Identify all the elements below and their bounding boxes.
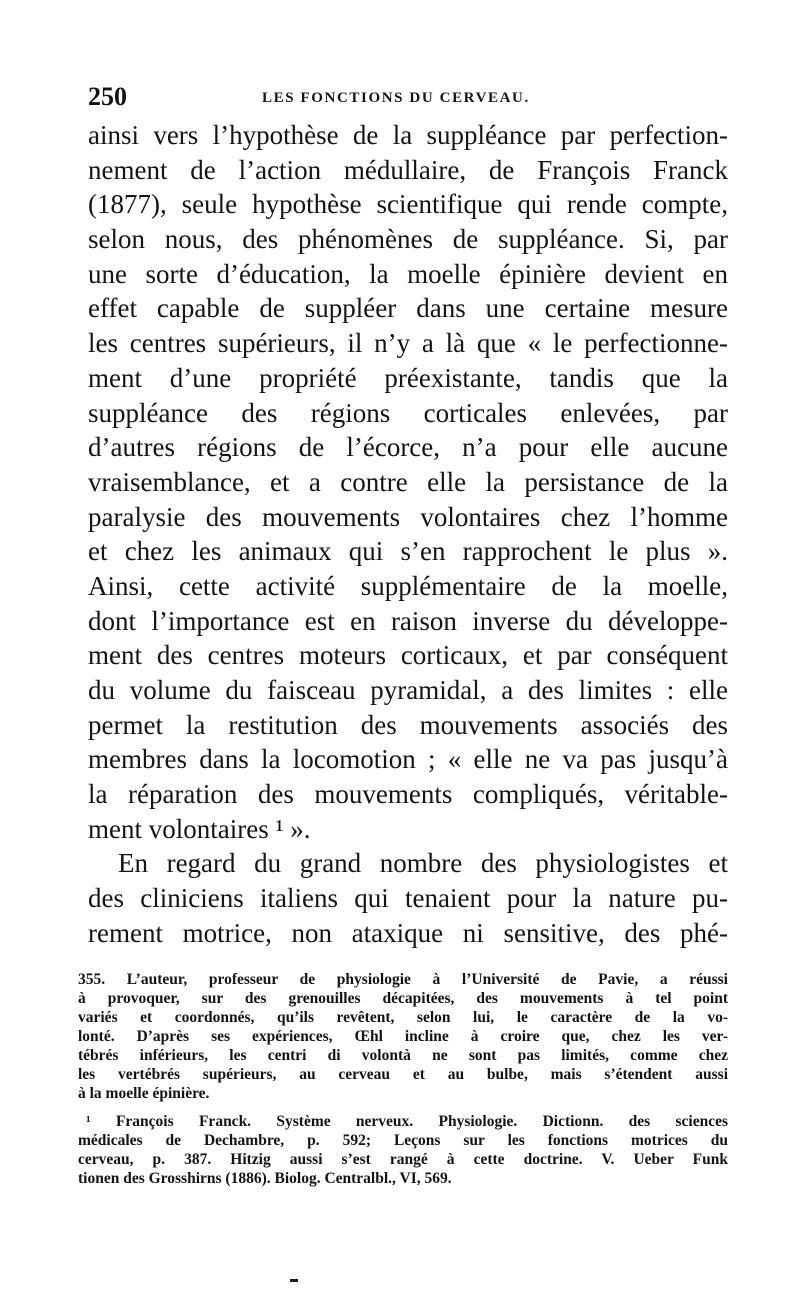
- body-text: [88, 118, 728, 951]
- text-line: suppléance des régions corticales enlevées, par: [88, 397, 728, 428]
- text-line: selon nous, des phénomènes de suppléance. Si, par: [88, 224, 728, 255]
- footnote-line: tionen des Grosshirns (1886). Biolog. Centralbl., VI, 569.: [78, 1170, 452, 1187]
- footnote-355: [78, 970, 728, 1103]
- footnote-line: ¹ François Franck. Système nerveux. Physiologie. Dictionn. des sciences: [86, 1113, 728, 1130]
- footnote-line: tébrés inférieurs, les centri di volontà ne sont pas limités, comme chez: [78, 1047, 728, 1064]
- text-line: et chez les animaux qui s’en rapprochent le plus ».: [88, 536, 728, 567]
- text-line: membres dans la locomotion ; « elle ne va pas jusqu’à: [88, 744, 728, 775]
- footnote-line: lonté. D’après ses expériences, Œhl incline à croire que, chez les ver-: [78, 1028, 728, 1045]
- footnote-line: 355. L’auteur, professeur de physiologie à l’Université de Pavie, a réussi: [78, 971, 728, 988]
- text-line: paralysie des mouvements volontaires chez l’homme: [88, 501, 728, 532]
- text-line: d’autres régions de l’écorce, n’a pour elle aucune: [88, 432, 728, 463]
- text-line: nement de l’action médullaire, de François Franck: [88, 154, 728, 185]
- footnote-line: médicales de Dechambre, p. 592; Leçons sur les fonctions motrices du: [78, 1132, 728, 1149]
- footnote-line: à la moelle épinière.: [78, 1085, 210, 1102]
- footnotes: [78, 970, 728, 1188]
- text-line: rement motrice, non ataxique ni sensitive, des phé-: [88, 917, 728, 948]
- printer-mark: [290, 1279, 298, 1282]
- text-line: effet capable de suppléer dans une certaine mesure: [88, 293, 728, 324]
- text-line: la réparation des mouvements compliqués, véritable-: [88, 779, 728, 810]
- footnote-line: à provoquer, sur des grenouilles décapitées, des mouvements à tel point: [78, 990, 728, 1007]
- text-line: des cliniciens italiens qui tenaient pour la nature pu-: [88, 883, 728, 914]
- text-line: Ainsi, cette activité supplémentaire de la moelle,: [88, 570, 728, 601]
- text-line: dont l’importance est en raison inverse du développe-: [88, 605, 728, 636]
- running-head: [88, 82, 728, 112]
- running-title: LES FONCTIONS DU CERVEAU.: [262, 90, 530, 106]
- footnote-line: cerveau, p. 387. Hitzig aussi s’est rangé à cette doctrine. V. Ueber Funk: [78, 1151, 728, 1168]
- text-line: En regard du grand nombre des physiologistes et: [118, 848, 728, 879]
- text-line: ment des centres moteurs corticaux, et par conséquent: [88, 640, 728, 671]
- page-number: 250: [88, 82, 127, 111]
- text-line: (1877), seule hypothèse scientifique qui rende compte,: [88, 189, 728, 220]
- text-line: une sorte d’éducation, la moelle épinière devient en: [88, 258, 728, 289]
- footnote-1: [78, 1112, 728, 1188]
- text-line: ment volontaires ¹ ».: [88, 813, 311, 844]
- text-line: vraisemblance, et a contre elle la persistance de la: [88, 466, 728, 497]
- text-line: du volume du faisceau pyramidal, a des limites : elle: [88, 675, 728, 705]
- text-line: ment d’une propriété préexistante, tandis que la: [88, 362, 728, 393]
- text-line: permet la restitution des mouvements associés des: [88, 709, 728, 740]
- text-line: les centres supérieurs, il n’y a là que « le perfectionne-: [88, 328, 728, 359]
- footnote-line: les vertébrés supérieurs, au cerveau et au bulbe, mais s’étendent aussi: [78, 1066, 728, 1083]
- text-line: ainsi vers l’hypothèse de la suppléance par perfection-: [88, 120, 728, 150]
- footnote-line: variés et coordonnés, qu’ils revêtent, selon lui, le caractère de la vo-: [78, 1009, 728, 1026]
